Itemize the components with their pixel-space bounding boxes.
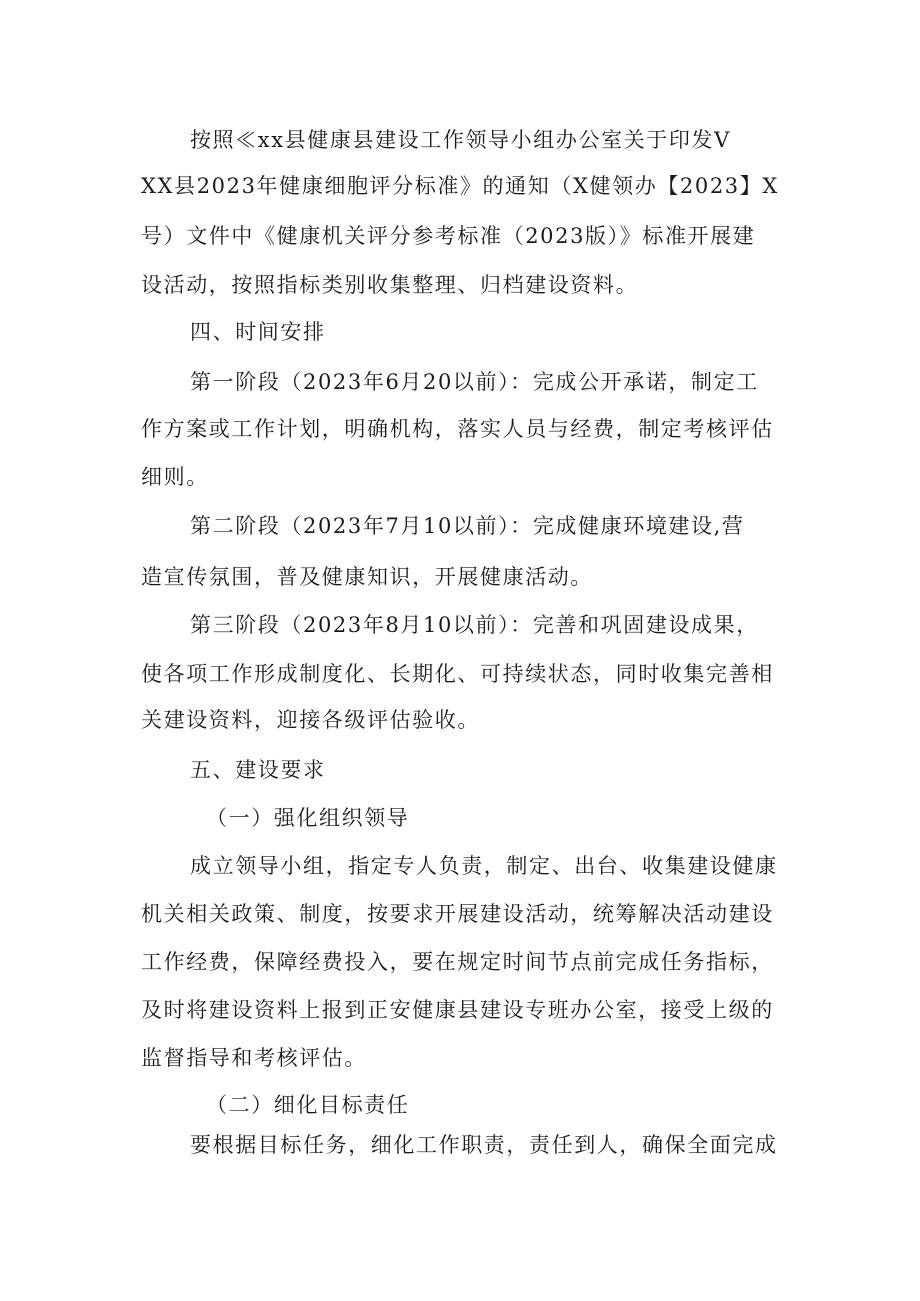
section-heading: 五、建设要求 xyxy=(190,758,326,782)
paragraph-line: 细则。 xyxy=(141,465,209,489)
subsection-heading: （二）细化目标责任 xyxy=(206,1093,410,1117)
paragraph-line: 成立领导小组，指定专人负责，制定、出台、收集建设健康 xyxy=(190,854,778,878)
paragraph-line: 监督指导和考核评估。 xyxy=(141,1046,367,1070)
paragraph-line: 工作经费，保障经费投入，要在规定时间节点前完成任务指标， xyxy=(141,950,774,974)
paragraph-line: 要根据目标任务，细化工作职责，责任到人，确保全面完成 xyxy=(190,1133,778,1157)
paragraph-line: 设活动，按照指标类别收集整理、归档建设资料。 xyxy=(141,273,639,297)
paragraph-line: 关建设资料，迎接各级评估验收。 xyxy=(141,708,480,732)
paragraph-line: 按照≪xx县健康县建设工作领导小组办公室关于印发V xyxy=(190,128,731,152)
paragraph-line: 造宣传氛围，普及健康知识，开展健康活动。 xyxy=(141,565,593,589)
paragraph-line: 机关相关政策、制度，按要求开展建设活动，统筹解决活动建设 xyxy=(141,902,774,926)
paragraph-line: 使各项工作形成制度化、长期化、可持续状态，同时收集完善相 xyxy=(141,662,774,686)
paragraph-line: XX县2023年健康细胞评分标准》的通知（X健领办【2023】X xyxy=(141,174,779,198)
paragraph-line: 第一阶段（2023年6月20以前）：完成公开承诺，制定工 xyxy=(190,370,759,394)
paragraph-line: 及时将建设资料上报到正安健康县建设专班办公室，接受上级的 xyxy=(141,998,774,1022)
subsection-heading: （一）强化组织领导 xyxy=(206,806,410,830)
section-heading: 四、时间安排 xyxy=(190,320,326,344)
paragraph-line: 第三阶段（2023年8月10以前）：完善和巩固建设成果， xyxy=(190,613,759,637)
paragraph-line: 第二阶段（2023年7月10以前）：完成健康环境建设,营 xyxy=(190,514,745,538)
paragraph-line: 号）文件中《健康机关评分参考标准（2023版）》标准开展建 xyxy=(141,224,756,248)
paragraph-line: 作方案或工作计划，明确机构，落实人员与经费，制定考核评估 xyxy=(141,417,774,441)
